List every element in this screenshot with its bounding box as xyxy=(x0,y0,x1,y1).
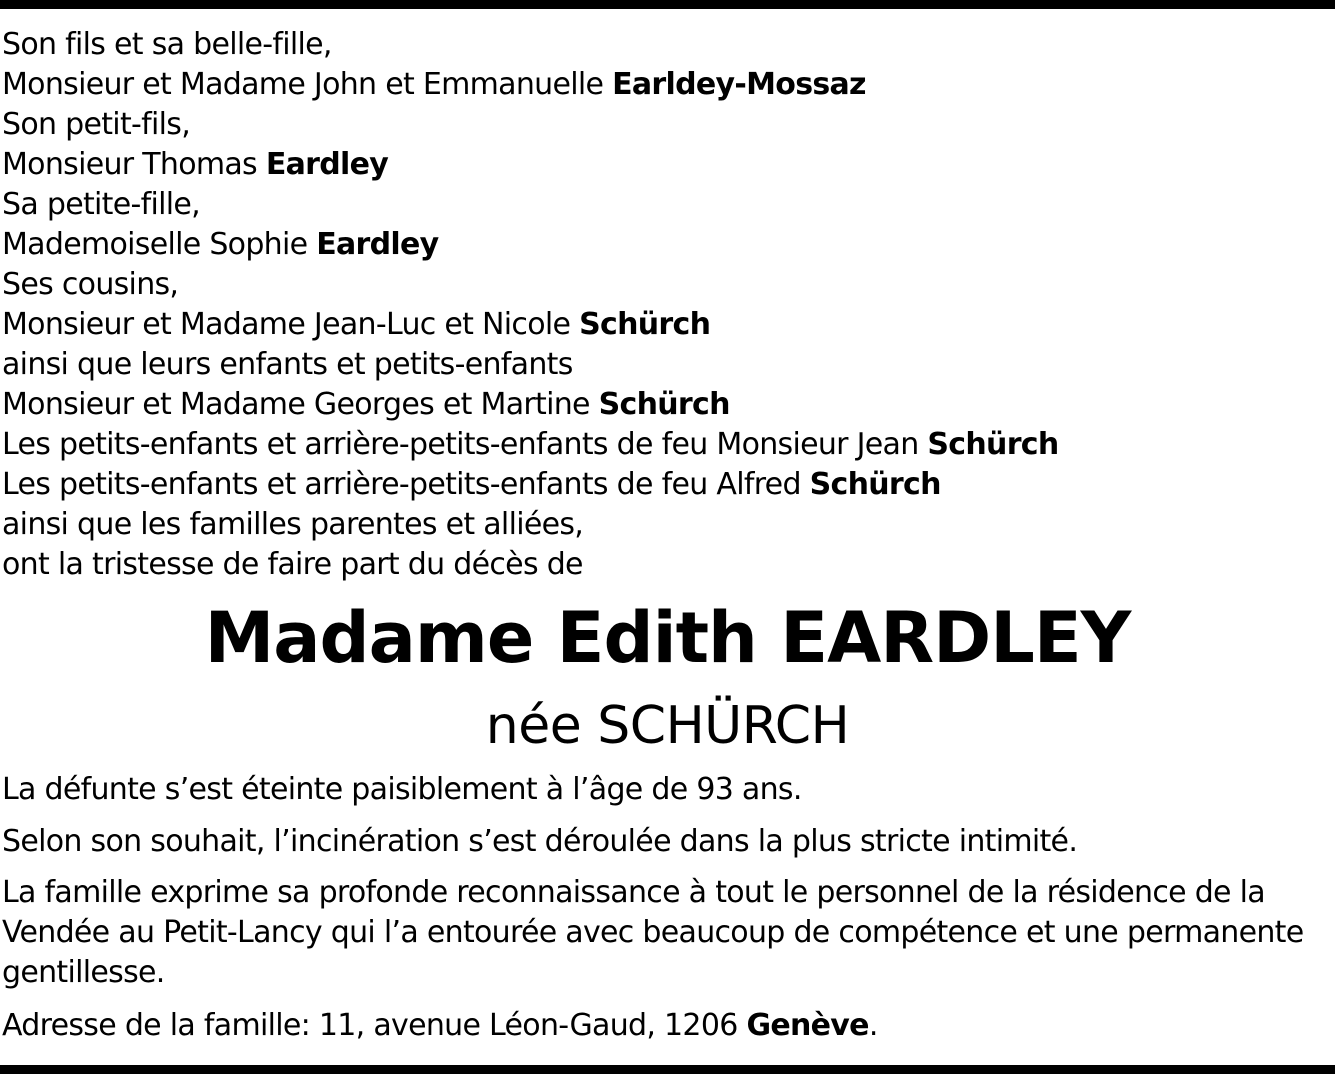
family-line xyxy=(2,185,1332,225)
family-line xyxy=(2,545,1332,585)
age-sentence: La défunte s’est éteinte paisiblement à l’âge de 93 ans. xyxy=(2,772,802,807)
family-line-text: Son fils et sa belle-fille, xyxy=(2,27,332,62)
thanks-paragraph xyxy=(2,873,1334,993)
family-surname: Schürch xyxy=(598,387,730,422)
family-line xyxy=(2,305,1332,345)
deceased-name: Madame Edith EARDLEY xyxy=(204,597,1131,679)
family-surname: Schürch xyxy=(579,307,711,342)
family-list xyxy=(2,25,1332,585)
thanks-line: Vendée au Petit-Lancy qui l’a entourée avec beaucoup de compétence et une permanente xyxy=(2,915,1304,950)
family-line xyxy=(2,425,1332,465)
family-line xyxy=(2,345,1332,385)
family-line-text: Son petit-fils, xyxy=(2,107,191,142)
family-line-text: ainsi que les familles parentes et alliées, xyxy=(2,507,584,542)
cremation-sentence: Selon son souhait, l’incinération s’est déroulée dans la plus stricte intimité. xyxy=(2,824,1078,859)
family-surname: Earldey-Mossaz xyxy=(612,67,866,102)
deceased-maiden-name: née SCHÜRCH xyxy=(485,696,850,756)
family-line-text: Monsieur et Madame John et Emmanuelle xyxy=(2,67,613,102)
family-line-text: Mademoiselle Sophie xyxy=(2,227,317,262)
family-line xyxy=(2,25,1332,65)
family-address xyxy=(2,1006,1334,1046)
family-surname: Schürch xyxy=(927,427,1059,462)
family-line xyxy=(2,385,1332,425)
address-suffix: . xyxy=(868,1008,878,1043)
family-line-text: Ses cousins, xyxy=(2,267,179,302)
top-rule xyxy=(0,0,1335,9)
family-line-text: Sa petite-fille, xyxy=(2,187,200,222)
family-line xyxy=(2,505,1332,545)
family-line xyxy=(2,225,1332,265)
thanks-line: gentillesse. xyxy=(2,955,165,990)
family-line xyxy=(2,65,1332,105)
family-line-text: Monsieur et Madame Georges et Martine xyxy=(2,387,599,422)
address-city: Genève xyxy=(746,1008,869,1043)
family-line-text: Monsieur et Madame Jean-Luc et Nicole xyxy=(2,307,580,342)
family-surname: Eardley xyxy=(265,147,389,182)
family-line-text: ainsi que leurs enfants et petits-enfants xyxy=(2,347,573,382)
family-line xyxy=(2,105,1332,145)
thanks-line: La famille exprime sa profonde reconnaissance à tout le personnel de la résidence de la xyxy=(2,875,1265,910)
family-line-text: ont la tristesse de faire part du décès de xyxy=(2,547,583,582)
family-line xyxy=(2,265,1332,305)
family-line-text: Les petits-enfants et arrière-petits-enfants de feu Alfred xyxy=(2,467,810,502)
bottom-rule xyxy=(0,1065,1335,1074)
family-surname: Schürch xyxy=(809,467,941,502)
family-line xyxy=(2,145,1332,185)
family-line xyxy=(2,465,1332,505)
family-surname: Eardley xyxy=(316,227,439,262)
family-line-text: Monsieur Thomas xyxy=(2,147,266,182)
address-text: Adresse de la famille: 11, avenue Léon-Gaud, 1206 xyxy=(2,1008,747,1043)
family-line-text: Les petits-enfants et arrière-petits-enfants de feu Monsieur Jean xyxy=(2,427,928,462)
